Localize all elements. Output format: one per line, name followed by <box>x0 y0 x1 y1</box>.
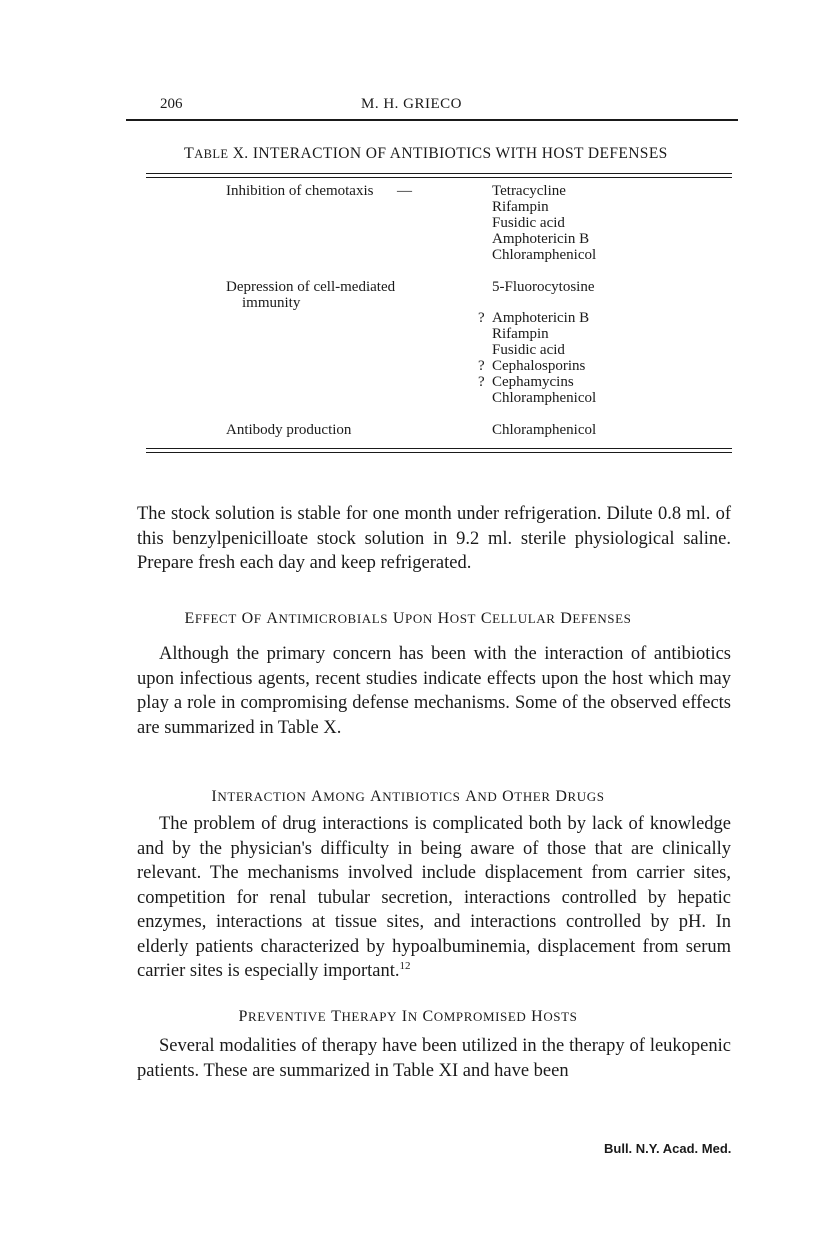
header-rule <box>126 119 738 121</box>
table-row-dash: — <box>397 183 412 199</box>
section-heading-preventive-therapy: PREVENTIVE THERAPY IN COMPROMISED HOSTS <box>238 1008 578 1025</box>
paragraph-host-defenses <box>137 642 731 740</box>
table-top-rule <box>146 173 732 178</box>
reference-number: 12 <box>399 959 411 972</box>
table-drug: Cephalosporins <box>492 358 586 374</box>
table-drug: 5-Fluorocytosine <box>492 279 595 295</box>
table-drug: Chloramphenicol <box>492 247 597 263</box>
journal-footer: Bull. N.Y. Acad. Med. <box>604 1141 732 1156</box>
table-drug: Fusidic acid <box>492 342 565 358</box>
page-number: 206 <box>160 96 183 112</box>
paragraph-text: Although the primary concern has been with the interaction of antibiotics upon infectious agents, recent studies indicate effects upon the host which may play a role in compromising defense mechanisms. Some of the observed effects are summarized in Table X. <box>137 644 731 738</box>
table-caption: INTERACTION OF ANTIBIOTICS WITH HOST DEFENSES <box>252 145 668 162</box>
paragraph-text: The stock solution is stable for one month under refrigeration. Dilute 0.8 ml. of this benzylpenicilloate stock solution in 9.2 ml. sterile physiological saline. Prepare fresh each day and keep refrigerated. <box>137 504 731 573</box>
paragraph-drug-interactions <box>137 812 731 984</box>
paragraph-preventive-therapy <box>137 1034 731 1083</box>
table-row-effect: Depression of cell-mediated <box>226 279 396 295</box>
uncertain-marker: ? <box>478 358 485 374</box>
table-drug: Rifampin <box>492 326 549 342</box>
paragraph-text: Several modalities of therapy have been utilized in the therapy of leukopenic patients. These are summarized in Table XI and have been <box>137 1036 731 1081</box>
table-row-effect: Inhibition of chemotaxis <box>226 183 374 199</box>
paragraph-stock-solution <box>137 502 731 576</box>
table-drug: Chloramphenicol <box>492 390 597 406</box>
table-drug: Fusidic acid <box>492 215 565 231</box>
table-drug: Tetracycline <box>492 183 566 199</box>
section-heading-host-defenses: EFFECT OF ANTIMICROBIALS UPON HOST CELLULAR DEFENSES <box>184 610 632 627</box>
table-label: TABLE <box>184 145 229 162</box>
table-drug: Rifampin <box>492 199 549 215</box>
table-bottom-rule <box>146 448 732 453</box>
table-drug: Amphotericin B <box>492 231 590 247</box>
uncertain-marker: ? <box>478 374 485 390</box>
table-title <box>184 145 668 163</box>
table-drug: Chloramphenicol <box>492 422 597 438</box>
table-drug: Amphotericin B <box>492 310 590 326</box>
section-heading-drug-interactions: INTERACTION AMONG ANTIBIOTICS AND OTHER DRUGS <box>211 788 605 805</box>
uncertain-marker: ? <box>478 310 485 326</box>
paragraph-text-with-ref <box>137 812 731 984</box>
table-drug: Cephamycins <box>492 374 574 390</box>
table-number: X. <box>232 145 249 162</box>
table-row-effect-cont: immunity <box>242 295 301 311</box>
paragraph-text: The problem of drug interactions is complicated both by lack of knowledge and by the physician's difficulty in being aware of those that are clinically relevant. The mechanisms involved include displacement from carrier sites, competition for renal tubular secretion, interactions controlled by hepatic enzymes, interactions at tissue sites, and interactions controlled by pH. In elderly patients characterized by hypoalbuminemia, displacement from serum carrier sites is especially important. <box>137 814 731 981</box>
running-head-author: M. H. GRIECO <box>361 96 463 112</box>
table-row-effect: Antibody production <box>226 422 352 438</box>
